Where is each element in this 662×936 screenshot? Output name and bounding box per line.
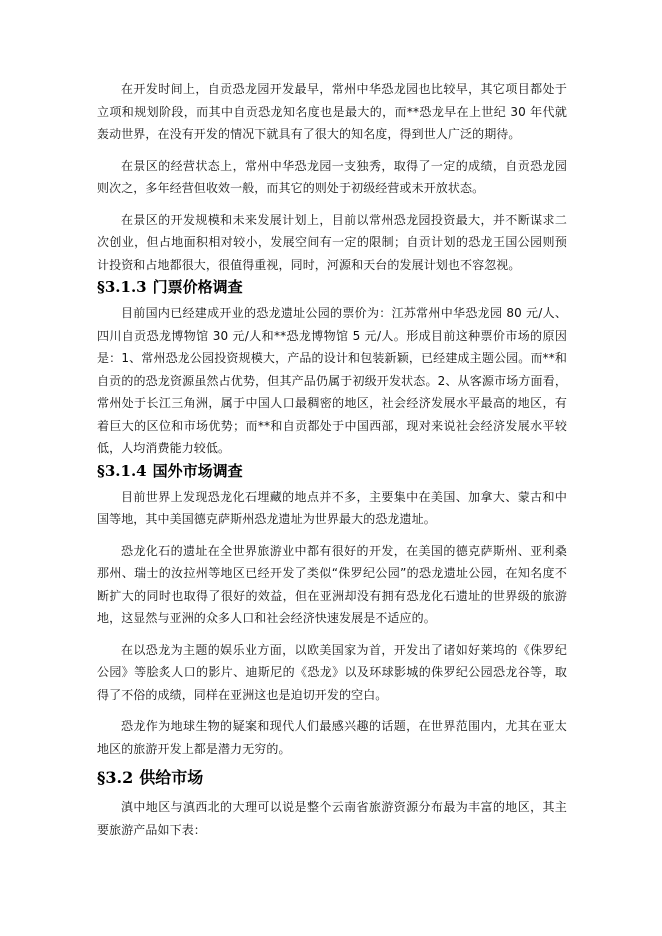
body-paragraph: 在开发时间上，自贡恐龙园开发最早，常州中华恐龙园也比较早，其它项目都处于立项和规划阶段，而其中自贡恐龙知名度也是最大的，而**恐龙早在上世纪 30 年代就轰动世界，在没有开发的情况下就具有了很大的知名度，得到世人广泛的期待。 (97, 82, 567, 141)
body-paragraph: 滇中地区与滇西北的大理可以说是整个云南省旅游资源分布最为丰富的地区，其主要旅游产品如下表： (97, 800, 567, 837)
section-heading-3-1-4 (97, 461, 567, 481)
section-title: 供给市场 (139, 768, 204, 787)
document-page (97, 78, 567, 841)
body-paragraph: 在以恐龙为主题的娱乐业方面，以欧美国家为首，开发出了诸如好莱坞的《侏罗纪公园》等脍炙人口的影片、迪斯尼的《恐龙》以及环球影城的侏罗纪公园恐龙谷等，取得了不俗的成绩，同样在亚洲这也是迫切开发的空白。 (97, 642, 567, 702)
body-paragraph: 恐龙化石的遗址在全世界旅游业中都有很好的开发，在美国的德克萨斯州、亚利桑那州、瑞士的汝拉州等地区已经开发了类似“侏罗纪公园”的恐龙遗址公园，在知名度不断扩大的同时也取得了很好的效益，但在亚洲却没有拥有恐龙化石遗址的世界级的旅游地，这显然与亚洲的众多人口和社会经济快速发展是不适应的。 (97, 543, 567, 625)
section-number: §3.1.4 (97, 461, 147, 480)
section-heading-3-1-3 (97, 277, 567, 297)
section-title: 门票价格调查 (152, 278, 243, 296)
body-paragraph: 在景区的开发规模和未来发展计划上，目前以常州恐龙园投资最大，并不断谋求二次创业，但占地面积相对较小，发展空间有一定的限制；自贡计划的恐龙王国公园则预计投资和占地都很大，很值得重视，同时，河源和天台的发展计划也不容忽视。 (97, 212, 567, 272)
section-heading-3-2 (97, 768, 567, 788)
body-paragraph: 目前世界上发现恐龙化石埋藏的地点并不多，主要集中在美国、加拿大、蒙古和中国等地，其中美国德克萨斯州恐龙遗址为世界最大的恐龙遗址。 (97, 489, 567, 526)
section-number: §3.2 (97, 768, 134, 787)
body-paragraph: 在景区的经营状态上，常州中华恐龙园一支独秀，取得了一定的成绩，自贡恐龙园则次之，多年经营但收效一般，而其它的则处于初级经营或未开放状态。 (97, 158, 567, 195)
body-paragraph: 目前国内已经建成开业的恐龙遗址公园的票价为：江苏常州中华恐龙园 80 元/人、四川自贡恐龙博物馆 30 元/人和**恐龙博物馆 5 元/人。形成目前这种票价市场的原因是：1、常州恐龙公园投资规模大，产品的设计和包装新颖，已经建成主题公园。而**和自贡的的恐龙资源虽然占优势，但其产品仍属于初级开发状态。2、从客源市场方面看，常州处于长江三角洲，属于中国人口最稠密的地区，社会经济发展水平最高的地区，有着巨大的区位和市场优势；而**和自贡都处于中国西部，现对来说社会经济发展水平较低，人均消费能力较低。 (97, 306, 567, 455)
body-paragraph: 恐龙作为地球生物的疑案和现代人们最感兴趣的话题，在世界范围内，尤其在亚太地区的旅游开发上都是潜力无穷的。 (97, 719, 567, 756)
section-number: §3.1.3 (97, 278, 147, 296)
section-title: 国外市场调查 (152, 461, 243, 480)
